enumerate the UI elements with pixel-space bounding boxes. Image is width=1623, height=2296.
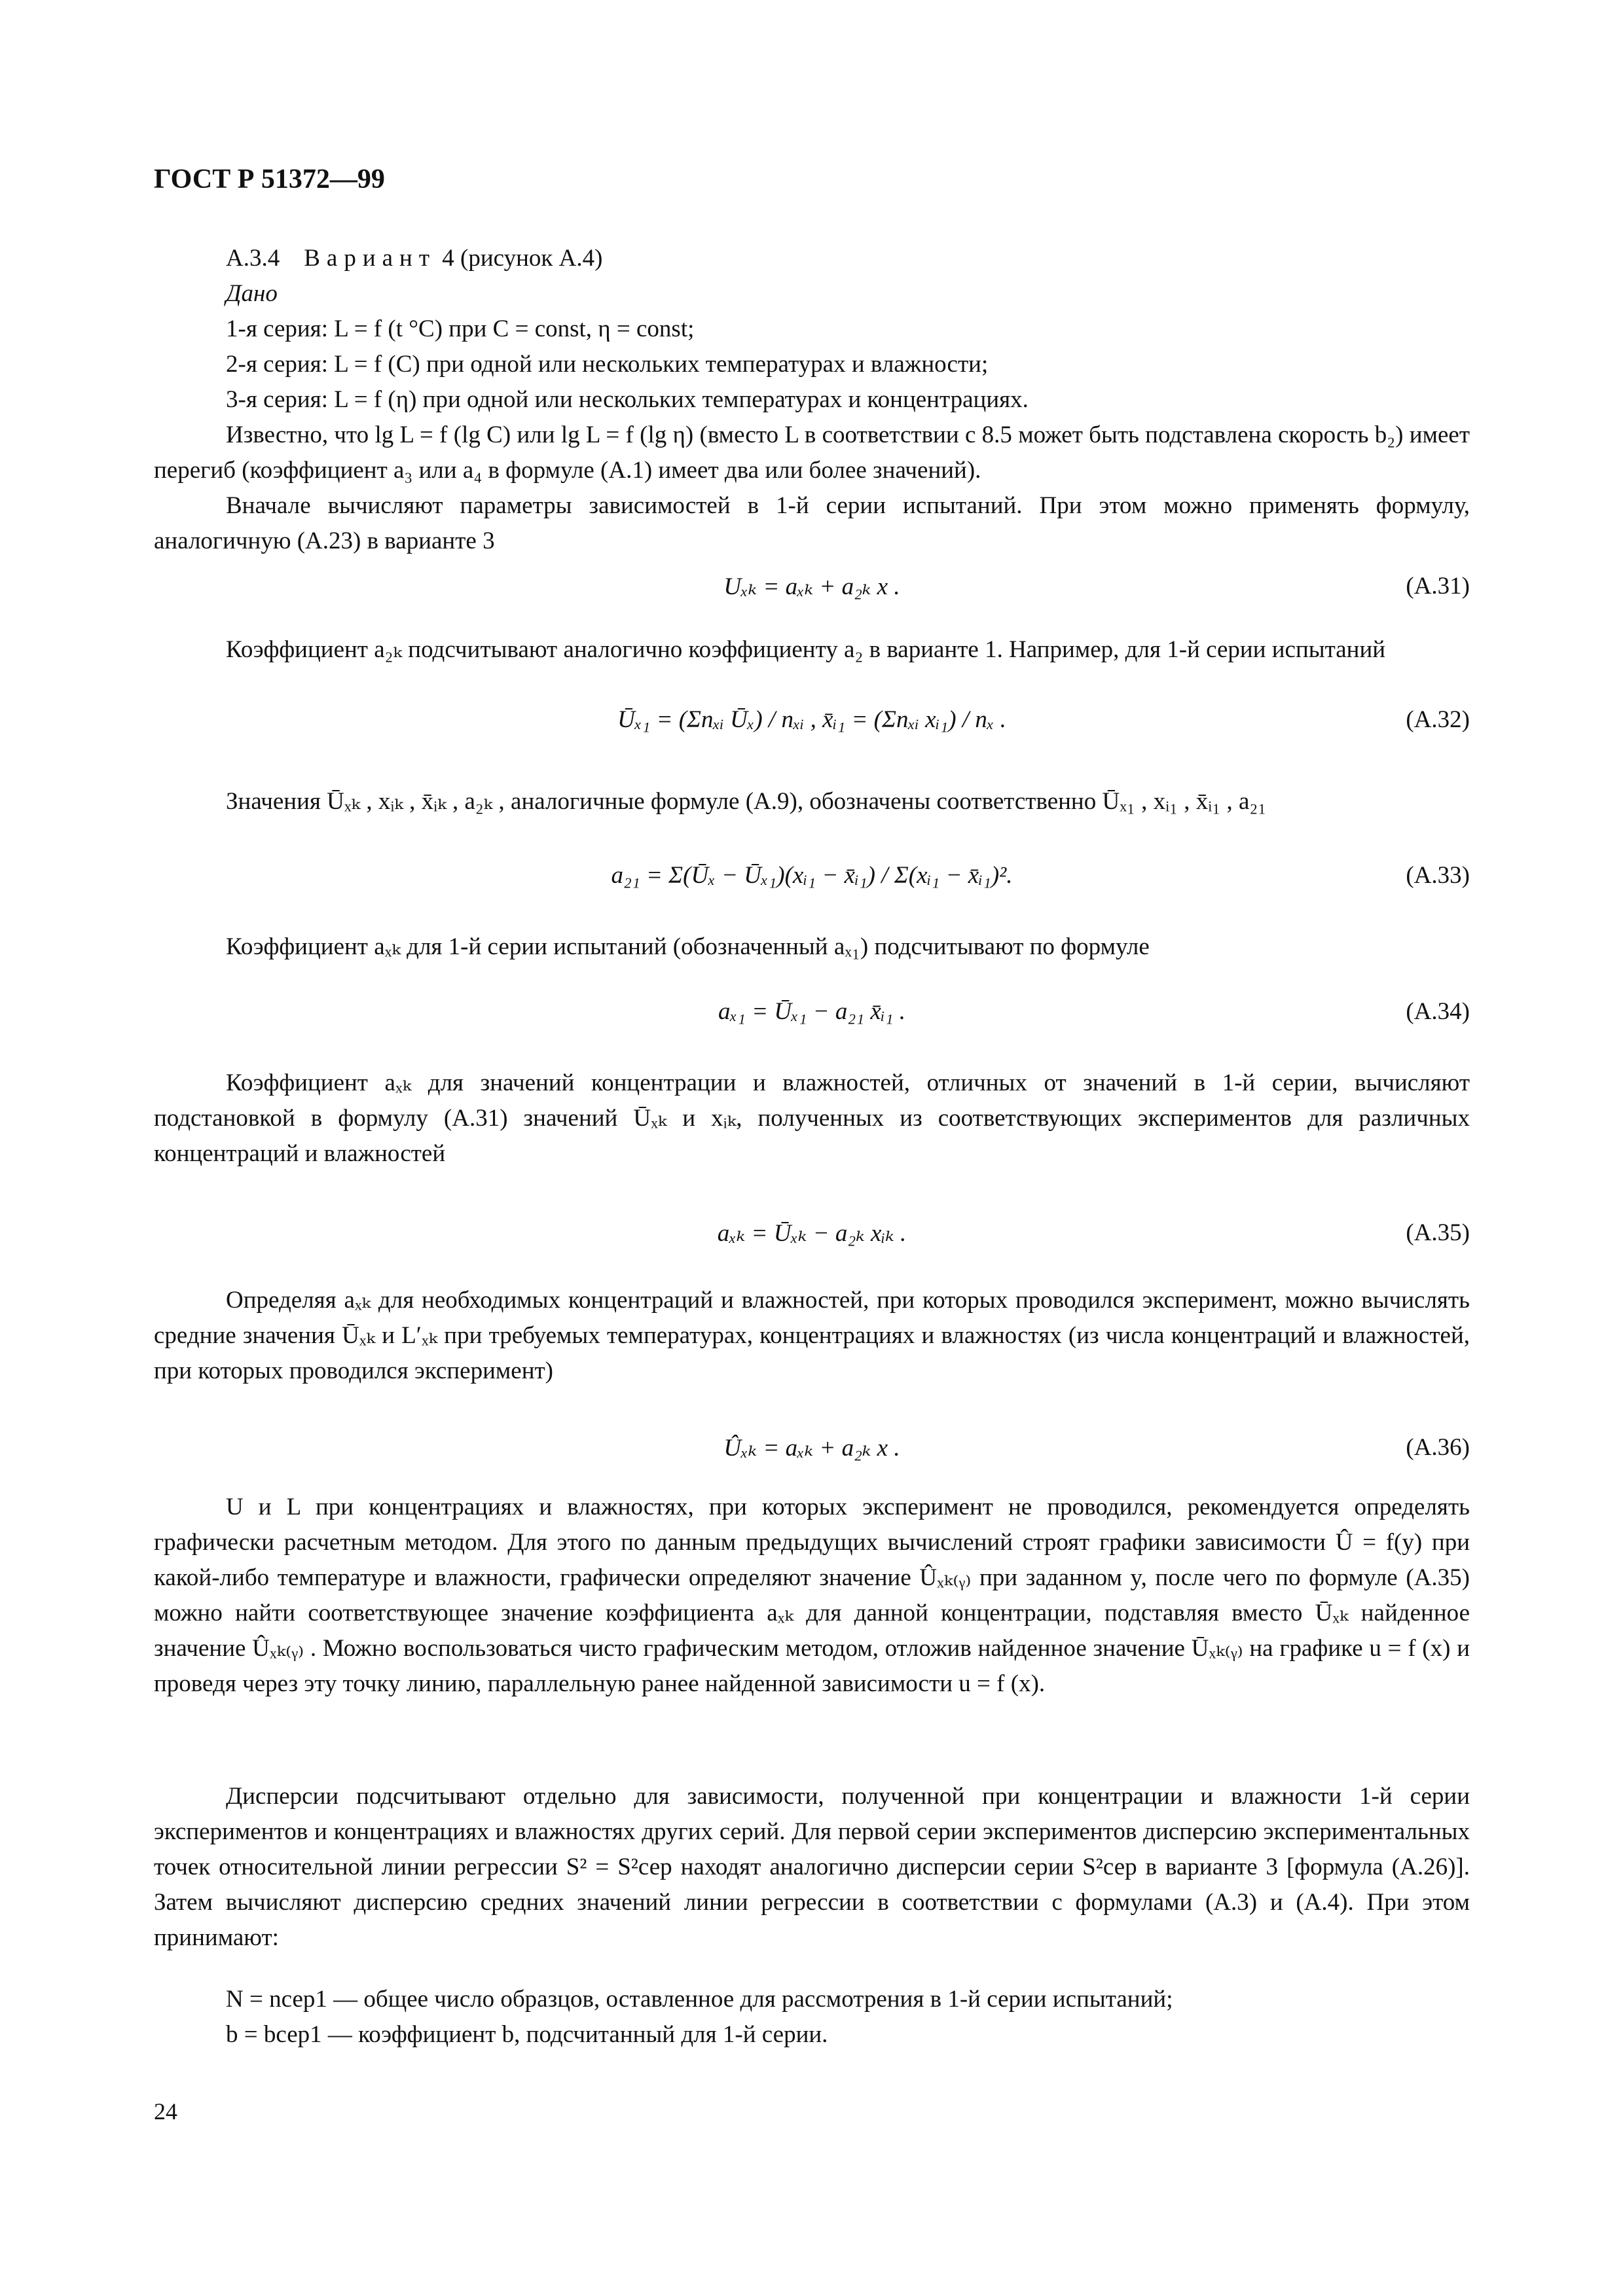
given-label: Дано xyxy=(226,280,278,307)
section-title-rest: 4 (рисунок А.4) xyxy=(442,245,603,272)
formula-expression: aₓₖ = Ūₓₖ − a₂ₖ xᵢₖ . xyxy=(717,1220,907,1247)
series-1: 1-я серия: L = f (t °C) при C = const, η = const; xyxy=(226,315,695,342)
formula-expression: Uₓₖ = aₓₖ + a₂ₖ x . xyxy=(723,573,900,600)
paragraph-inflection: Известно, что lg L = f (lg C) или lg L = f (lg η) (вместо L в соответствии с 8.5 может быть подставлена скорость b₂) имеет перегиб (коэффициент a₃ или a₄ в формуле (А.1) имеет два или более значений). xyxy=(154,422,1470,484)
formula-number: (А.33) xyxy=(1406,862,1470,889)
formula-expression: a₂₁ = Σ(Ūₓ − Ūₓ₁)(xᵢ₁ − x̄ᵢ₁) / Σ(xᵢ₁ − x̄ᵢ₁)². xyxy=(611,862,1013,889)
document-header: ГОСТ Р 51372—99 xyxy=(154,164,385,194)
paragraph-coefficient-ax1: Коэффициент aₓₖ для 1-й серии испытаний (обозначенный aₓ₁) подсчитывают по формуле xyxy=(226,933,1150,960)
paragraph-dispersions: Дисперсии подсчитывают отдельно для зависимости, полученной при концентрации и влажности 1-й серии экспериментов и концентрациях и влажностях других серий. Для первой серии экспериментов дисперсию экспериментальных точек относительной линии регрессии S² = S²сер находят аналогично дисперсии серии S²сер в варианте 3 [формула (А.26)]. Затем вычисляют дисперсию средних значений линии регрессии в соответствии с формулами (А.3) и (А.4). При этом принимают: xyxy=(154,1783,1470,1951)
list-item-b: b = bсер1 — коэффициент b, подсчитанный для 1-й серии. xyxy=(226,2021,828,2048)
formula-expression: Ūₓ₁ = (Σnₓᵢ Ūₓ) / nₓᵢ , x̄ᵢ₁ = (Σnₓᵢ xᵢ₁) / nₓ . xyxy=(617,706,1006,733)
paragraph-coefficient-a2k: Коэффициент a₂ₖ подсчитывают аналогично коэффициенту a₂ в варианте 1. Например, для 1-й серии испытаний xyxy=(226,636,1386,663)
series-3: 3-я серия: L = f (η) при одной или нескольких температурах и концентрациях. xyxy=(226,386,1029,413)
formula-number: (А.32) xyxy=(1406,706,1470,733)
section-number: А.3.4 xyxy=(226,245,280,272)
formula-a33 xyxy=(154,861,1470,901)
formula-a36 xyxy=(154,1433,1470,1473)
formula-a31 xyxy=(154,572,1470,611)
formula-number: (А.34) xyxy=(1406,998,1470,1025)
formula-number: (А.35) xyxy=(1406,1219,1470,1246)
formula-expression: Ûₓₖ = aₓₖ + a₂ₖ x . xyxy=(723,1435,900,1462)
page-number: 24 xyxy=(154,2098,177,2125)
paragraph-coefficient-axk: Коэффициент aₓₖ для значений концентрации и влажностей, отличных от значений в 1-й серии, вычисляют подстановкой в формулу (А.31) значений Ūₓₖ и xᵢₖ, полученных из соответствующих экспериментов для различных концентраций и влажностей xyxy=(154,1069,1470,1167)
paragraph-determining-axk: Определяя aₓₖ для необходимых концентраций и влажностей, при которых проводился эксперимент, можно вычислять средние значения Ūₓₖ и L′ₓₖ при требуемых температурах, концентрациях и влажностях (из числа концентраций и влажностей, при которых проводился эксперимент) xyxy=(154,1287,1470,1384)
formula-a35 xyxy=(154,1219,1470,1258)
paragraph-graphical-method: U и L при концентрациях и влажностях, при которых эксперимент не проводился, рекомендуется определять графически расчетным методом. Для этого по данным предыдущих вычислений строят графики зависимости Û = f(y) при какой-либо температуре и влажности, графически определяют значение Ûₓₖ₍ᵧ₎ при заданном y, после чего по формуле (А.35) можно найти соответствующее значение коэффициента aₓₖ для данной концентрации, подставляя вместо Ūₓₖ найденное значение Ûₓₖ₍ᵧ₎ . Можно воспользоваться чисто графическим методом, отложив найденное значение Ūₓₖ₍ᵧ₎ на графике u = f (x) и проведя через эту точку линию, параллельную ранее найденной зависимости u = f (x). xyxy=(154,1494,1470,1697)
formula-expression: aₓ₁ = Ūₓ₁ − a₂₁ x̄ᵢ₁ . xyxy=(718,998,906,1025)
formula-a32 xyxy=(154,706,1470,745)
formula-number: (А.36) xyxy=(1406,1434,1470,1461)
formula-a34 xyxy=(154,997,1470,1037)
list-item-n: N = nсер1 — общее число образцов, оставленное для рассмотрения в 1-й серии испытаний; xyxy=(226,1986,1173,2013)
formula-number: (А.31) xyxy=(1406,573,1470,600)
series-2: 2-я серия: L = f (C) при одной или нескольких температурах и влажности; xyxy=(226,351,989,378)
paragraph-values: Значения Ūₓₖ , xᵢₖ , x̄ᵢₖ , a₂ₖ , аналогичные формуле (А.9), обозначены соответственно Ūₓ₁ , xᵢ₁ , x̄ᵢ₁ , a₂₁ xyxy=(226,788,1267,815)
section-title-spaced: Вариант xyxy=(304,245,437,272)
paragraph-first-series: Вначале вычисляют параметры зависимостей в 1-й серии испытаний. При этом можно применять формулу, аналогичную (А.23) в варианте 3 xyxy=(154,492,1470,554)
section-heading xyxy=(226,241,602,276)
